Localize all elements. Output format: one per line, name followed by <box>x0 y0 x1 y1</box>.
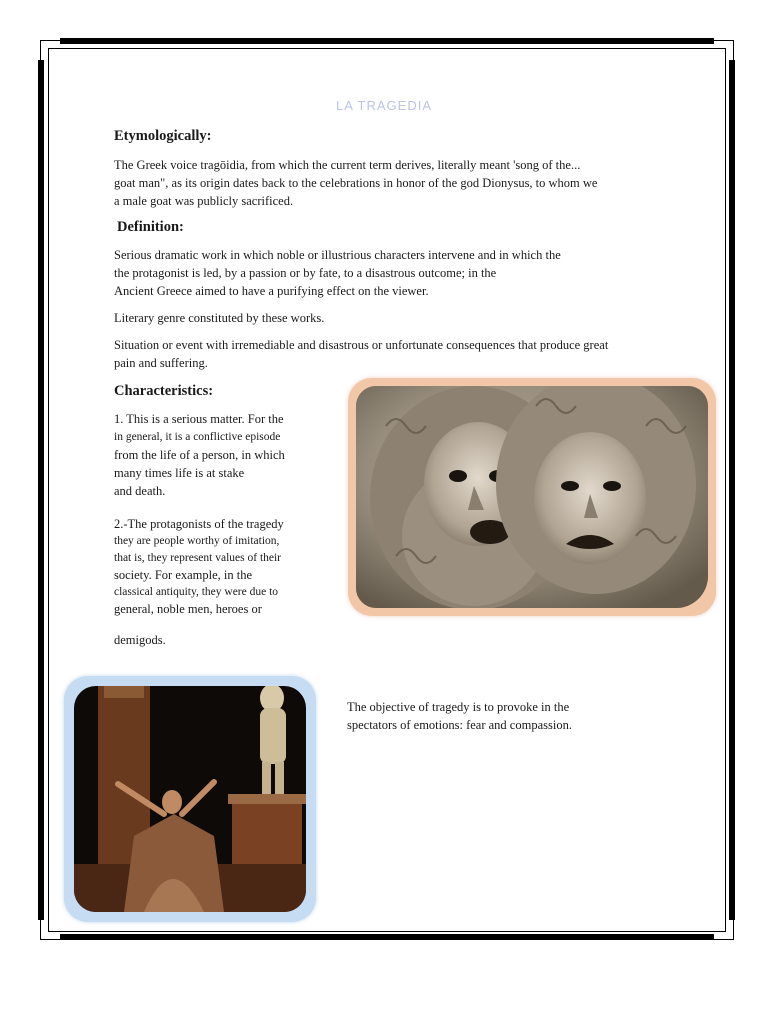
objective-line: spectators of emotions: fear and compassion. <box>347 718 572 732</box>
border-bar-right <box>729 60 735 920</box>
theatre-masks-image <box>356 386 708 608</box>
definition-line: Situation or event with irremediable and disastrous or unfortunate consequences that produce great <box>114 338 609 352</box>
etymology-line: The Greek voice tragōidia, from which the current term derives, literally meant 'song of the... <box>114 158 581 172</box>
etymology-line: a male goat was publicly sacrificed. <box>114 194 294 208</box>
etymology-heading: Etymologically: <box>114 128 212 144</box>
characteristic-line: 2.-The protagonists of the tragedy <box>114 517 284 531</box>
definition-line: the protagonist is led, by a passion or by fate, to a disastrous outcome; in the <box>114 266 497 280</box>
characteristic-item-2-tail: demigods. <box>114 633 166 647</box>
characteristic-line: many times life is at stake <box>114 466 245 480</box>
etymology-paragraph <box>114 156 597 210</box>
characteristic-line: society. For example, in the <box>114 568 253 582</box>
stage-performance-image-frame <box>64 676 316 922</box>
border-bar-left <box>38 60 44 920</box>
faded-page-title: LA TRAGEDIA <box>335 98 432 112</box>
etymology-line: goat man", as its origin dates back to the celebrations in honor of the god Dionysus, to whom we <box>114 176 598 190</box>
definition-line: Serious dramatic work in which noble or illustrious characters intervene and in which the <box>114 248 561 262</box>
characteristics-heading: Characteristics: <box>114 383 214 399</box>
characteristic-line: they are people worthy of imitation, <box>114 535 280 547</box>
definition-heading: Definition: <box>117 219 184 235</box>
border-bar-top <box>60 38 714 44</box>
theatre-masks-image-frame <box>348 378 716 616</box>
definition-paragraph-2: Literary genre constituted by these works. <box>114 311 325 325</box>
characteristic-item-2 <box>114 516 284 618</box>
objective-line: The objective of tragedy is to provoke in the <box>347 700 570 714</box>
characteristic-line: classical antiquity, they were due to <box>114 586 279 598</box>
objective-paragraph <box>347 698 572 734</box>
characteristic-line: 1. This is a serious matter. For the <box>114 412 284 426</box>
definition-paragraph-1 <box>114 246 561 300</box>
characteristic-line: and death. <box>114 484 166 498</box>
stage-performance-image <box>74 686 306 912</box>
border-bar-bottom <box>60 934 714 940</box>
definition-paragraph-3 <box>114 336 608 372</box>
characteristic-line: general, noble men, heroes or <box>114 602 262 616</box>
characteristic-item-1 <box>114 410 285 500</box>
characteristic-line: in general, it is a conflictive episode <box>114 431 281 443</box>
characteristic-line: from the life of a person, in which <box>114 448 285 462</box>
characteristic-line: that is, they represent values of their <box>114 552 282 564</box>
definition-line: Ancient Greece aimed to have a purifying effect on the viewer. <box>114 284 429 298</box>
definition-line: pain and suffering. <box>114 356 208 370</box>
